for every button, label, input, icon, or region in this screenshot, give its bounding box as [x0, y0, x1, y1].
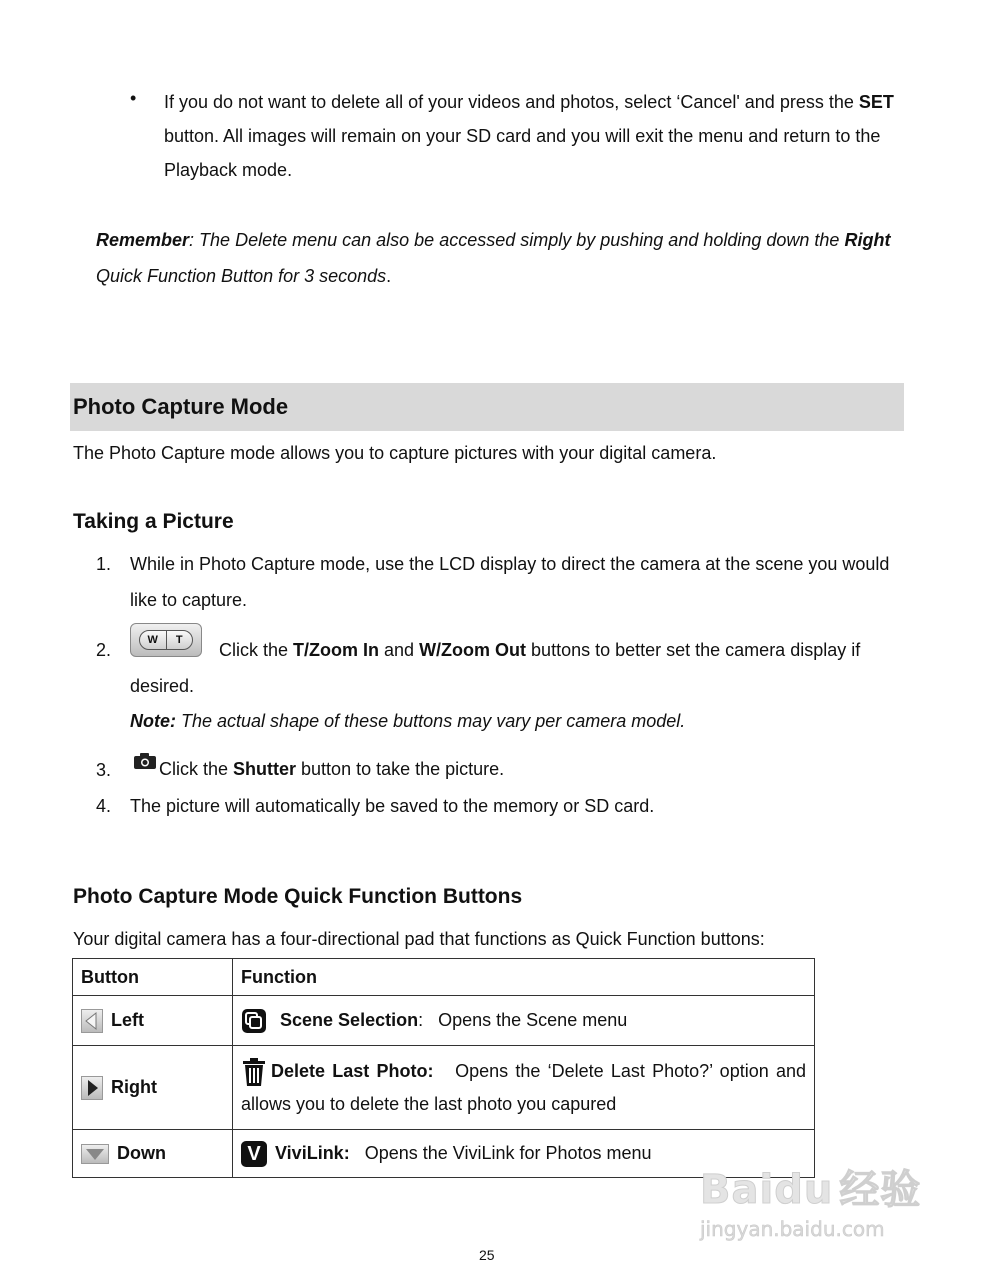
scene-selection-icon: [241, 1008, 267, 1034]
table-row: [73, 996, 815, 1046]
button-cell-down: [73, 1130, 233, 1178]
remember-label: Remember: [96, 230, 190, 250]
step-1-text: While in Photo Capture mode, use the LCD display to direct the camera at the scene you would like to capture.: [130, 554, 890, 610]
remember-text-1: : The Delete menu can also be accessed simply by pushing and holding down the: [189, 230, 845, 250]
quick-buttons-heading: Photo Capture Mode Quick Function Buttons: [73, 885, 523, 908]
section-title: Photo Capture Mode: [73, 394, 289, 419]
button-cell-left: [73, 996, 233, 1046]
zoom-in-label: T/Zoom In: [293, 640, 380, 660]
note-label: Note:: [130, 711, 176, 731]
page-number: 25: [479, 1247, 495, 1263]
watermark-url: jingyan.baidu.com: [700, 1217, 885, 1241]
step-2-number: 2.: [96, 640, 112, 660]
camera-icon: [133, 752, 157, 770]
bullet-mark: •: [130, 88, 137, 108]
step-2-mid: and: [379, 640, 420, 660]
baidu-watermark: [700, 1158, 940, 1241]
right-arrow-icon: [81, 1076, 103, 1100]
step-2-note: [130, 703, 905, 739]
watermark-brand: Baidu: [700, 1167, 834, 1213]
bullet-text-2: button. All images will remain on your SD card and you will exit the menu and return to the Playback mode.: [164, 126, 881, 180]
button-label-right: Right: [111, 1076, 157, 1097]
remember-note: [96, 222, 911, 294]
button-label-left: Left: [111, 1009, 144, 1030]
set-button-label: SET: [858, 92, 894, 112]
section-intro: The Photo Capture mode allows you to capture pictures with your digital camera.: [73, 443, 717, 463]
vivilink-title: ViviLink:: [275, 1142, 350, 1163]
header-button: Button: [73, 959, 233, 996]
step-1-number: 1.: [96, 554, 112, 574]
trash-icon: [241, 1057, 267, 1087]
table-row: [73, 1046, 815, 1130]
zoom-w-label: W: [140, 631, 167, 649]
vivilink-desc: Opens the ViviLink for Photos menu: [364, 1142, 652, 1163]
down-arrow-icon: [81, 1144, 109, 1164]
function-cell-left: [233, 996, 815, 1046]
step-3-pre: Click the: [159, 759, 234, 779]
step-4-text: The picture will automatically be saved to the memory or SD card.: [130, 796, 655, 816]
remember-text-2: Quick Function Button for 3 seconds: [96, 266, 387, 286]
header-function: Function: [233, 959, 815, 996]
step-2-text: [130, 632, 905, 704]
remember-right-label: Right: [844, 230, 891, 250]
taking-picture-heading: Taking a Picture: [73, 510, 234, 533]
step-3-post: button to take the picture.: [296, 759, 505, 779]
quick-buttons-intro: Your digital camera has a four-directional pad that functions as Quick Function buttons:: [73, 929, 765, 949]
scene-selection-title: Scene Selection: [280, 1009, 419, 1030]
scene-selection-desc: Opens the Scene menu: [438, 1009, 628, 1030]
left-arrow-icon: [81, 1009, 103, 1033]
note-text: The actual shape of these buttons may vary per camera model.: [176, 711, 686, 731]
step-2-post: buttons to better set the camera display if desired.: [130, 640, 861, 696]
remember-period: .: [386, 266, 392, 286]
step-3-text: [159, 751, 934, 787]
button-cell-right: [73, 1046, 233, 1130]
quick-function-table: [72, 958, 815, 1178]
delete-last-photo-desc: Opens the ‘Delete Last Photo?’ option and allows you to delete the last photo you capured: [241, 1060, 806, 1114]
table-header-row: [73, 959, 815, 996]
shutter-label: Shutter: [233, 759, 297, 779]
zoom-t-label: T: [175, 634, 183, 646]
step-4-number: 4.: [96, 796, 112, 816]
button-label-down: Down: [117, 1142, 166, 1163]
step-3-number: 3.: [96, 760, 112, 780]
scene-selection-sep: :: [418, 1009, 424, 1030]
watermark-cn: 经验: [839, 1167, 922, 1213]
function-cell-right: [233, 1046, 815, 1130]
vivilink-icon: V: [241, 1141, 267, 1167]
delete-last-photo-title: Delete Last Photo:: [271, 1060, 434, 1081]
bullet-text-1: If you do not want to delete all of your videos and photos, select ‘Cancel' and press the: [164, 92, 859, 112]
bullet-paragraph: [164, 85, 909, 187]
zoom-out-label: W/Zoom Out: [419, 640, 527, 660]
step-2-pre: Click the: [219, 640, 294, 660]
